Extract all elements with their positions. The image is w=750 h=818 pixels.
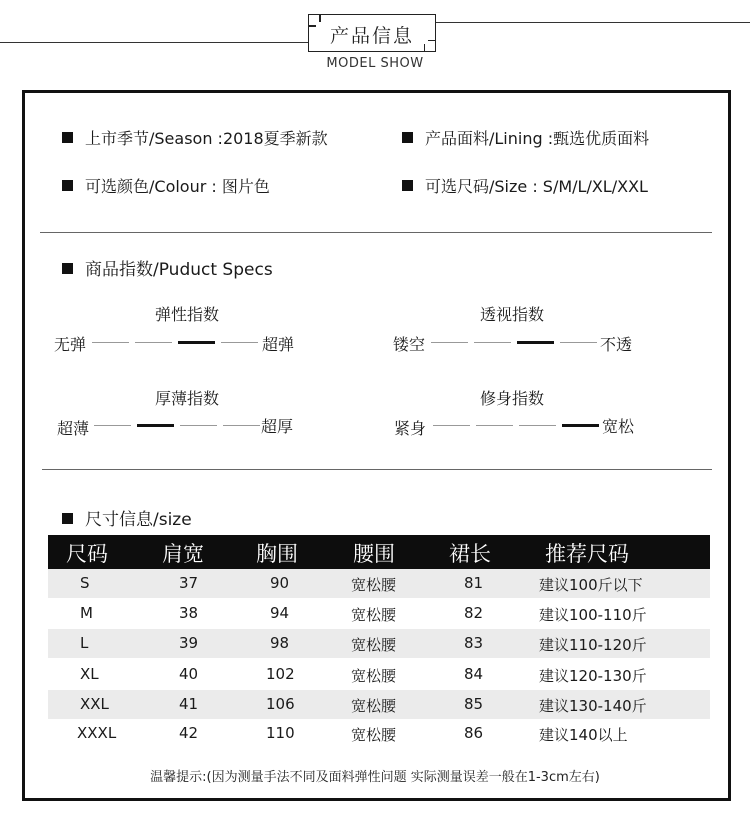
table-cell: S [80,574,90,592]
table-header-cell: 腰围 [353,542,395,566]
spec-fit-scale [433,424,599,428]
table-cell: 建议140以上 [539,726,628,744]
spec-marker [92,342,129,343]
spec-fit-title: 修身指数 [480,389,545,408]
spec-thickness-left: 超薄 [57,419,90,438]
table-cell: 建议110-120斤 [539,636,647,654]
divider-1 [40,232,712,233]
header-line-right [436,22,750,23]
table-header-cell: 裙长 [449,542,491,566]
table-cell: 宽松腰 [351,726,397,744]
table-cell: 42 [179,724,199,742]
page-subtitle: MODEL SHOW [326,56,424,71]
table-cell: 102 [266,665,295,683]
table-cell: XXL [80,695,109,713]
spec-marker [221,342,258,343]
info-colour: 可选颜色/Colour : 图片色 [62,174,270,197]
bullet-square-icon [402,132,413,143]
table-row [48,690,710,719]
table-cell: 106 [266,695,295,713]
table-cell: 86 [464,724,484,742]
spec-marker [476,425,513,426]
spec-marker [433,425,470,426]
table-cell: 110 [266,724,295,742]
spec-marker [474,342,511,343]
header-title-box [308,14,436,52]
table-row [48,569,710,598]
table-header-cell: 推荐尺码 [545,542,629,566]
spec-fit-right: 宽松 [602,417,635,436]
table-cell: XL [80,665,99,683]
table-cell: 建议130-140斤 [539,697,647,715]
table-header-cell: 肩宽 [162,542,204,566]
header-line-left [0,42,308,43]
table-cell: 41 [179,695,199,713]
spec-marker [94,425,131,426]
table-cell: 建议100-110斤 [539,606,647,624]
table-cell: 37 [179,574,199,592]
spec-thickness-scale [94,424,260,428]
table-cell: M [80,604,93,622]
spec-marker [223,425,260,426]
size-table-header [48,535,710,569]
table-cell: 40 [179,665,199,683]
spec-marker [431,342,468,343]
table-cell: 建议100斤以下 [539,576,643,594]
spec-elasticity-left: 无弹 [54,335,87,354]
spec-marker [180,425,217,426]
table-cell: 宽松腰 [351,667,397,685]
spec-marker [519,425,556,426]
spec-elasticity-scale [92,341,258,345]
info-lining: 产品面料/Lining :甄选优质面料 [402,126,649,149]
table-cell: XXXL [77,724,117,742]
table-cell: 98 [270,634,290,652]
table-cell: 38 [179,604,199,622]
page-title: 产品信息 [329,25,414,47]
table-cell: 90 [270,574,290,592]
divider-2 [42,469,712,470]
table-row [48,629,710,658]
spec-elasticity-title: 弹性指数 [155,305,220,324]
specs-title: 商品指数/Puduct Specs [62,255,273,280]
table-cell: 宽松腰 [351,606,397,624]
table-cell: 84 [464,665,484,683]
table-cell: 宽松腰 [351,636,397,654]
table-row [48,719,710,748]
info-season: 上市季节/Season :2018夏季新款 [62,126,328,149]
bullet-square-icon [62,132,73,143]
measurement-note: 温馨提示:(因为测量手法不同及面料弹性问题 实际测量误差一般在1-3cm左右) [150,770,600,785]
spec-marker-active [517,341,554,344]
bullet-square-icon [402,180,413,191]
spec-marker [135,342,172,343]
table-cell: 建议120-130斤 [539,667,647,685]
table-cell: 83 [464,634,484,652]
spec-marker [560,342,597,343]
bullet-square-icon [62,180,73,191]
spec-marker-active [178,341,215,344]
info-size: 可选尺码/Size : S/M/L/XL/XXL [402,174,648,197]
spec-transparency-title: 透视指数 [480,305,545,324]
bullet-square-icon [62,263,73,274]
spec-transparency-left: 镂空 [393,335,426,354]
table-row [48,599,710,628]
table-cell: 94 [270,604,290,622]
spec-marker-active [562,424,599,427]
table-cell: 85 [464,695,484,713]
table-cell: 宽松腰 [351,576,397,594]
spec-elasticity-right: 超弹 [262,335,295,354]
spec-marker-active [137,424,174,427]
table-header-cell: 胸围 [256,542,298,566]
table-cell: L [80,634,89,652]
table-header-cell: 尺码 [66,542,108,566]
bullet-square-icon [62,513,73,524]
table-row [48,660,710,689]
table-cell: 82 [464,604,484,622]
spec-transparency-scale [431,341,597,345]
spec-thickness-title: 厚薄指数 [155,389,220,408]
spec-transparency-right: 不透 [600,335,633,354]
table-cell: 81 [464,574,484,592]
table-cell: 宽松腰 [351,697,397,715]
spec-thickness-right: 超厚 [261,417,294,436]
size-title: 尺寸信息/size [62,505,192,530]
spec-fit-left: 紧身 [394,419,427,438]
table-cell: 39 [179,634,199,652]
